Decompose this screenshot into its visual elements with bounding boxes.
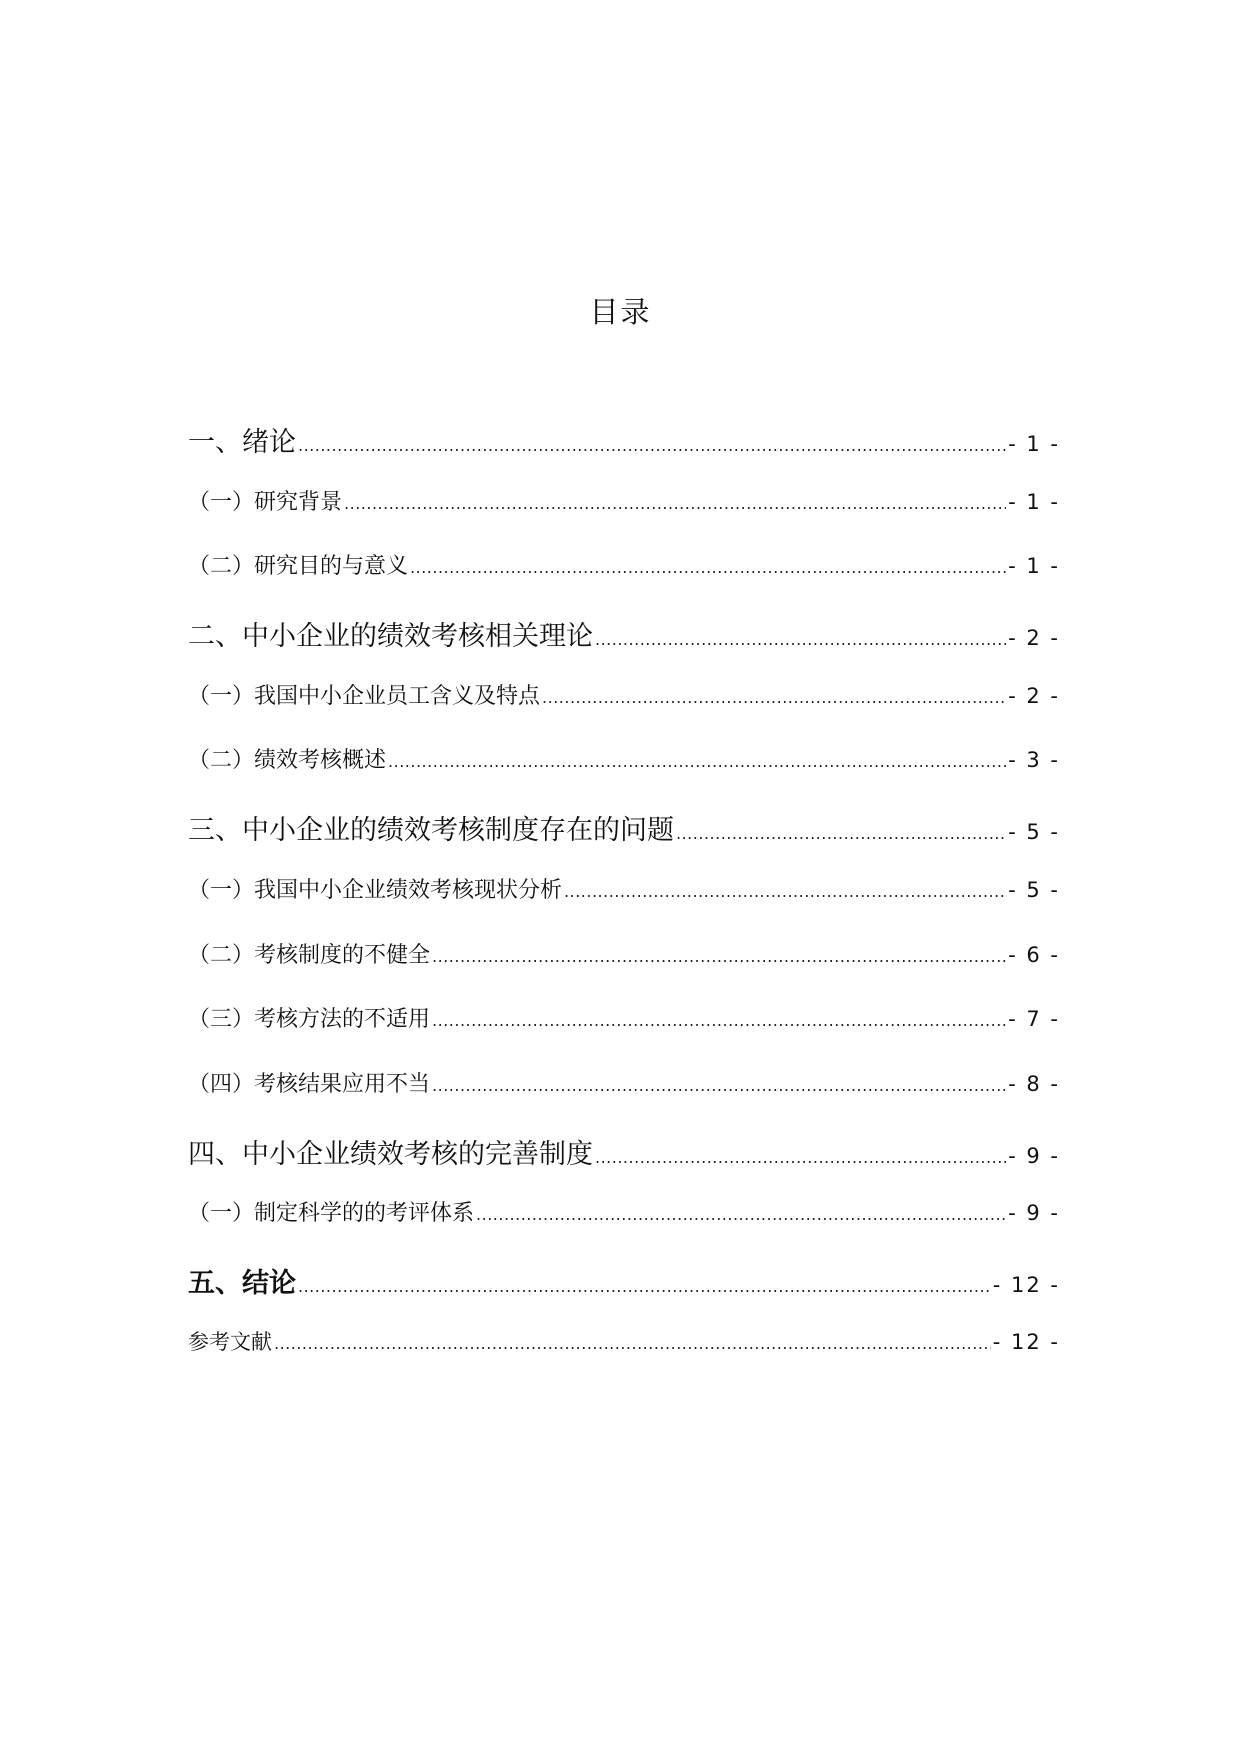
- toc-page-number: - 9 -: [1008, 1201, 1060, 1226]
- toc-dot-leader: [432, 947, 1006, 966]
- toc-entry-text: （一）我国中小企业绩效考核现状分析: [188, 877, 563, 903]
- table-of-contents: [188, 420, 1068, 1390]
- toc-page-number: - 5 -: [1008, 877, 1060, 902]
- toc-entry-text: （二）考核制度的不健全: [188, 942, 431, 968]
- toc-entry[interactable]: [188, 549, 1068, 614]
- toc-title: 目录: [589, 295, 652, 329]
- toc-entry[interactable]: [188, 485, 1068, 550]
- toc-page-number: - 12 -: [992, 1272, 1060, 1297]
- toc-page-number: - 2 -: [1008, 626, 1060, 651]
- toc-dot-leader: [432, 1011, 1006, 1030]
- toc-page-number: - 1 -: [1008, 489, 1060, 514]
- toc-entry[interactable]: [188, 1002, 1068, 1067]
- toc-entry-text: （一）制定科学的的考评体系: [188, 1201, 475, 1227]
- toc-entry[interactable]: [188, 1132, 1068, 1197]
- toc-entry[interactable]: [188, 679, 1068, 744]
- toc-entry[interactable]: [188, 1326, 1068, 1391]
- toc-page-number: - 8 -: [1008, 1071, 1060, 1096]
- toc-dot-leader: [388, 752, 1006, 771]
- toc-entry[interactable]: [188, 1067, 1068, 1132]
- toc-dot-leader: [595, 630, 1006, 649]
- toc-dot-leader: [274, 1334, 991, 1353]
- toc-entry-text: （一）研究背景: [188, 489, 343, 515]
- toc-page-number: - 6 -: [1008, 942, 1060, 967]
- toc-page-number: - 3 -: [1008, 748, 1060, 773]
- toc-page-number: - 9 -: [1008, 1143, 1060, 1168]
- toc-entry[interactable]: [188, 938, 1068, 1003]
- toc-entry-text: （二）研究目的与意义: [188, 554, 409, 580]
- toc-entry-text: （四）考核结果应用不当: [188, 1071, 431, 1097]
- toc-entry[interactable]: [188, 873, 1068, 938]
- toc-entry[interactable]: [188, 420, 1068, 485]
- toc-entry-text: 一、绪论: [188, 427, 296, 458]
- toc-dot-leader: [595, 1148, 1006, 1167]
- toc-dot-leader: [298, 1277, 991, 1296]
- toc-dot-leader: [564, 882, 1006, 901]
- toc-page-number: - 12 -: [992, 1329, 1060, 1354]
- toc-dot-leader: [344, 494, 1006, 513]
- toc-entry[interactable]: [188, 1261, 1068, 1326]
- toc-entry-text: （二）绩效考核概述: [188, 748, 387, 774]
- toc-page-number: - 7 -: [1008, 1007, 1060, 1032]
- toc-page-number: - 2 -: [1008, 683, 1060, 708]
- toc-page-number: - 1 -: [1008, 554, 1060, 579]
- toc-entry[interactable]: [188, 1196, 1068, 1261]
- toc-dot-leader: [476, 1205, 1006, 1224]
- toc-page-number: - 5 -: [1008, 820, 1060, 845]
- toc-dot-leader: [410, 558, 1006, 577]
- toc-entry-text: 四、中小企业绩效考核的完善制度: [188, 1138, 593, 1170]
- toc-entry[interactable]: [188, 808, 1068, 873]
- toc-page-number: - 1 -: [1008, 432, 1060, 456]
- toc-entry-text: （一）我国中小企业员工含义及特点: [188, 683, 541, 709]
- toc-entry-text: 参考文献: [188, 1329, 272, 1354]
- toc-entry[interactable]: [188, 614, 1068, 679]
- toc-entry-text: 五、结论: [188, 1267, 296, 1299]
- toc-entry-text: （三）考核方法的不适用: [188, 1007, 431, 1033]
- toc-dot-leader: [676, 824, 1006, 843]
- toc-dot-leader: [432, 1076, 1006, 1095]
- toc-entry[interactable]: [188, 743, 1068, 808]
- toc-dot-leader: [298, 436, 1006, 455]
- toc-entry-text: 三、中小企业的绩效考核制度存在的问题: [188, 815, 674, 847]
- toc-entry-text: 二、中小企业的绩效考核相关理论: [188, 621, 593, 653]
- toc-dot-leader: [542, 688, 1006, 707]
